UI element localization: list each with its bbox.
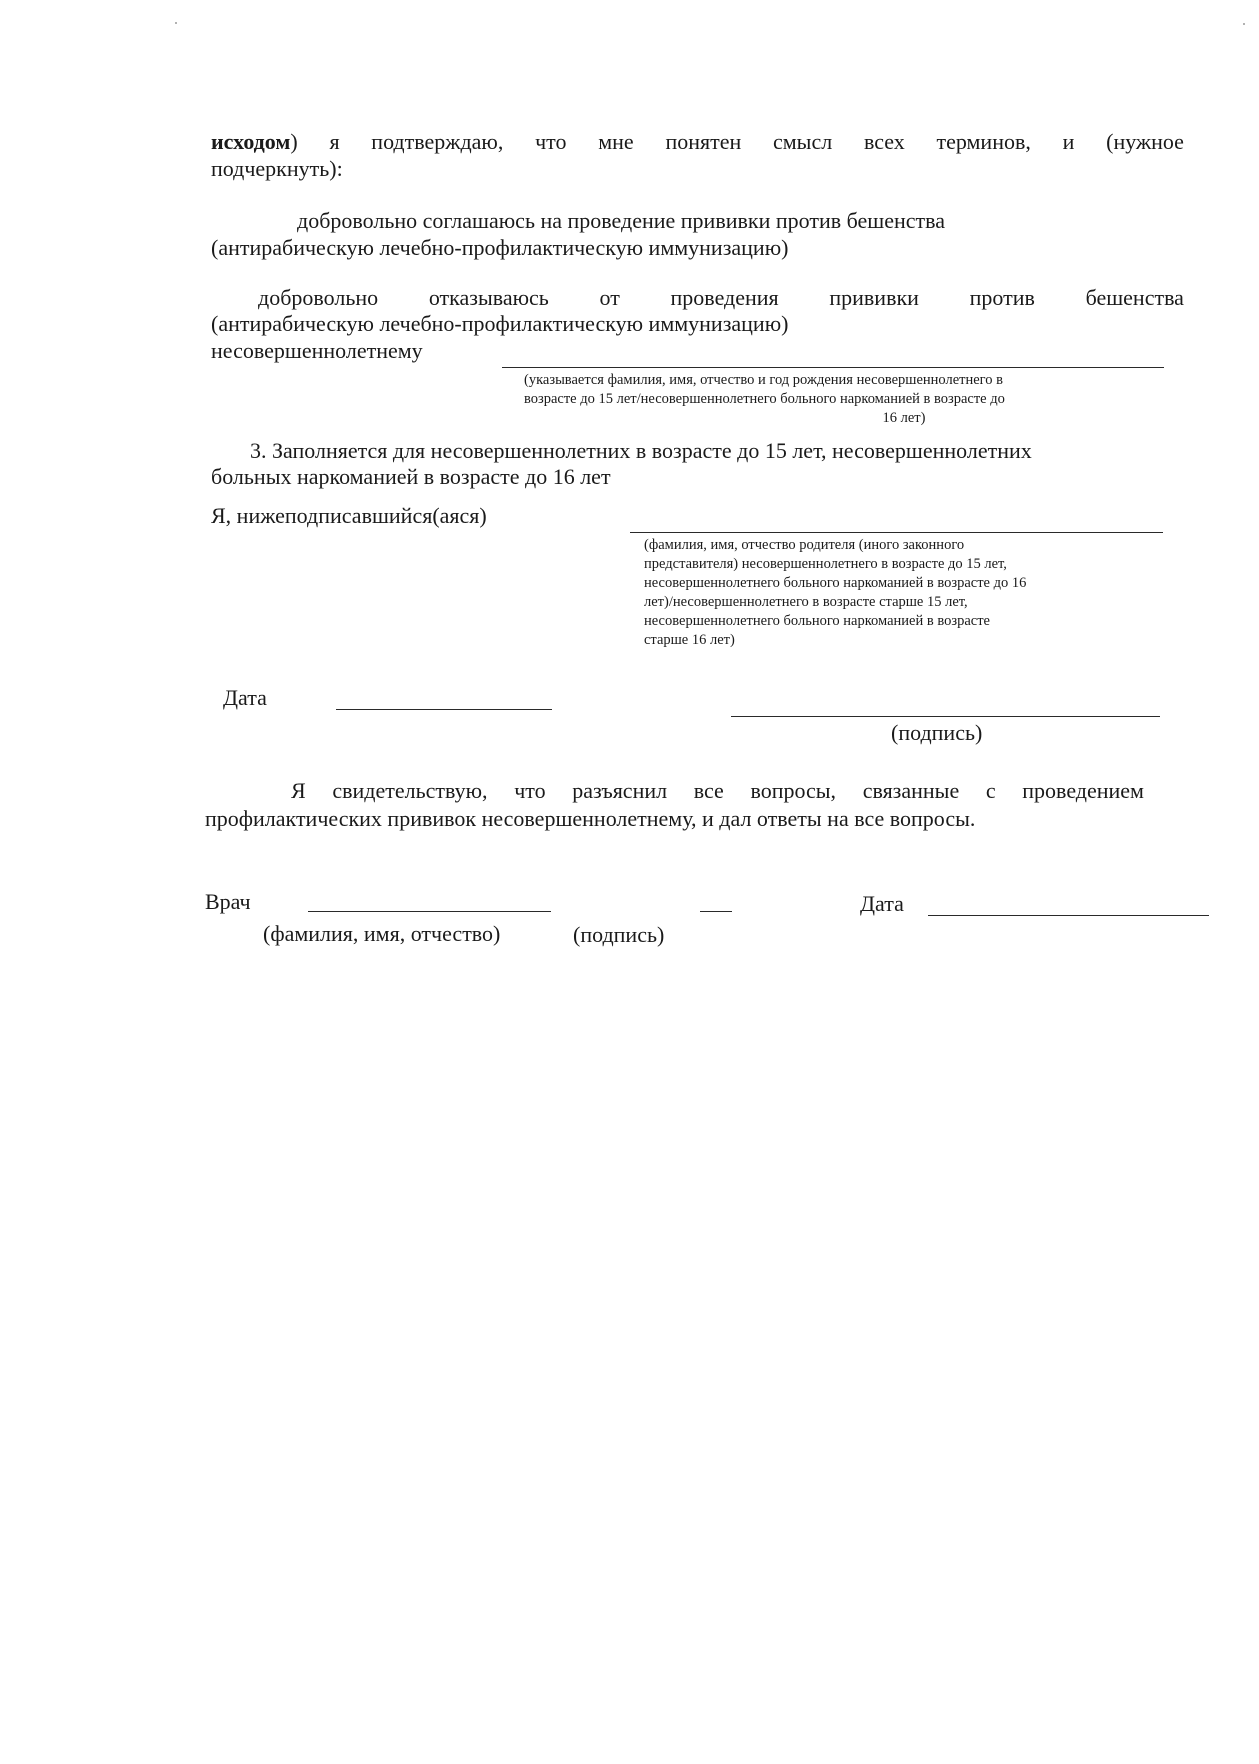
refuse-word: прививки (829, 285, 919, 310)
date-label: Дата (223, 685, 267, 710)
refuse-word: бешенства (1085, 285, 1184, 310)
doctor-name-field[interactable] (308, 911, 551, 912)
intro-word: смысл (773, 129, 833, 154)
option-agree-line-2: (антирабическую лечебно-профилактическую иммунизацию) (211, 235, 789, 260)
doctor-label: Врач (205, 889, 251, 914)
doctor-date-label: Дата (860, 891, 904, 916)
minor-label: несовершеннолетнему (211, 338, 423, 363)
intro-word: и (1062, 129, 1075, 154)
intro-word: я (329, 129, 340, 154)
attestation-word: проведением (1022, 778, 1144, 803)
intro-line-2: подчеркнуть): (211, 156, 343, 181)
minor-hint-line: возрасте до 15 лет/несовершеннолетнего больного наркоманией в возрасте до (524, 391, 1005, 407)
doctor-name-caption: (фамилия, имя, отчество) (263, 921, 501, 946)
scan-speck (175, 22, 177, 24)
minor-hint (524, 371, 1164, 428)
intro-word: понятен (665, 129, 742, 154)
attestation-word: Я (291, 778, 306, 803)
intro-word: терминов, (936, 129, 1031, 154)
refuse-word: отказываюсь (428, 285, 549, 310)
attestation-word: с (985, 778, 996, 803)
intro-word: всех (863, 129, 905, 154)
minor-name-field[interactable] (502, 367, 1164, 368)
parent-hint-line: старше 16 лет) (644, 632, 735, 648)
minor-hint-line: 16 лет) (882, 410, 926, 426)
attestation-line-2: профилактических прививок несовершеннолетнему, и дал ответы на все вопросы. (205, 806, 976, 831)
refuse-word: против (969, 285, 1035, 310)
signature-caption: (подпись) (891, 720, 983, 745)
parent-hint-line: лет)/несовершеннолетнего в возрасте старше 15 лет, (644, 594, 968, 610)
option-refuse-line-1 (258, 284, 1184, 311)
refuse-word: от (599, 285, 620, 310)
intro-word: (нужное (1106, 129, 1184, 154)
attestation-word: все (693, 778, 724, 803)
parent-hint-line: несовершеннолетнего больного наркоманией в возрасте (644, 613, 990, 629)
parent-hint-line: несовершеннолетнего больного наркоманией в возрасте до 16 (644, 575, 1027, 591)
attestation-word: связанные (862, 778, 960, 803)
intro-line-1 (211, 128, 1184, 155)
parent-name-field[interactable] (630, 532, 1163, 533)
intro-word (211, 128, 298, 155)
attestation-word: разъяснил (572, 778, 668, 803)
section-3-line-1: 3. Заполняется для несовершеннолетних в возрасте до 15 лет, несовершеннолетних (250, 438, 1032, 463)
attestation-word: что (514, 778, 546, 803)
option-refuse-line-2: (антирабическую лечебно-профилактическую иммунизацию) (211, 311, 789, 336)
minor-hint-line: (указывается фамилия, имя, отчество и год рождения несовершеннолетнего в (524, 372, 1003, 388)
parent-hint (644, 536, 1164, 650)
refuse-word: проведения (670, 285, 779, 310)
section-3-line-2: больных наркоманией в возрасте до 16 лет (211, 464, 611, 489)
signature-field[interactable] (731, 716, 1160, 717)
parent-hint-line: (фамилия, имя, отчество родителя (иного законного (644, 537, 965, 553)
doctor-signature-field[interactable] (700, 911, 732, 912)
parent-hint-line: представителя) несовершеннолетнего в возрасте до 15 лет, (644, 556, 1007, 572)
doctor-signature-caption: (подпись) (573, 922, 665, 947)
intro-word: что (535, 129, 567, 154)
intro-word: ) (290, 129, 298, 154)
undersigned-label: Я, нижеподписавшийся(аяся) (211, 503, 487, 528)
date-field[interactable] (336, 709, 552, 710)
intro-bold-word: исходом (211, 129, 291, 154)
scan-speck (1243, 23, 1245, 25)
attestation-line-1 (291, 777, 1144, 804)
attestation-word: свидетельствую, (332, 778, 488, 803)
attestation-word: вопросы, (750, 778, 837, 803)
intro-word: подтверждаю, (371, 129, 504, 154)
doctor-date-field[interactable] (928, 915, 1209, 916)
option-agree-line-1: добровольно соглашаюсь на проведение прививки против бешенства (297, 208, 945, 233)
intro-word: мне (598, 129, 634, 154)
refuse-word: добровольно (258, 285, 379, 310)
